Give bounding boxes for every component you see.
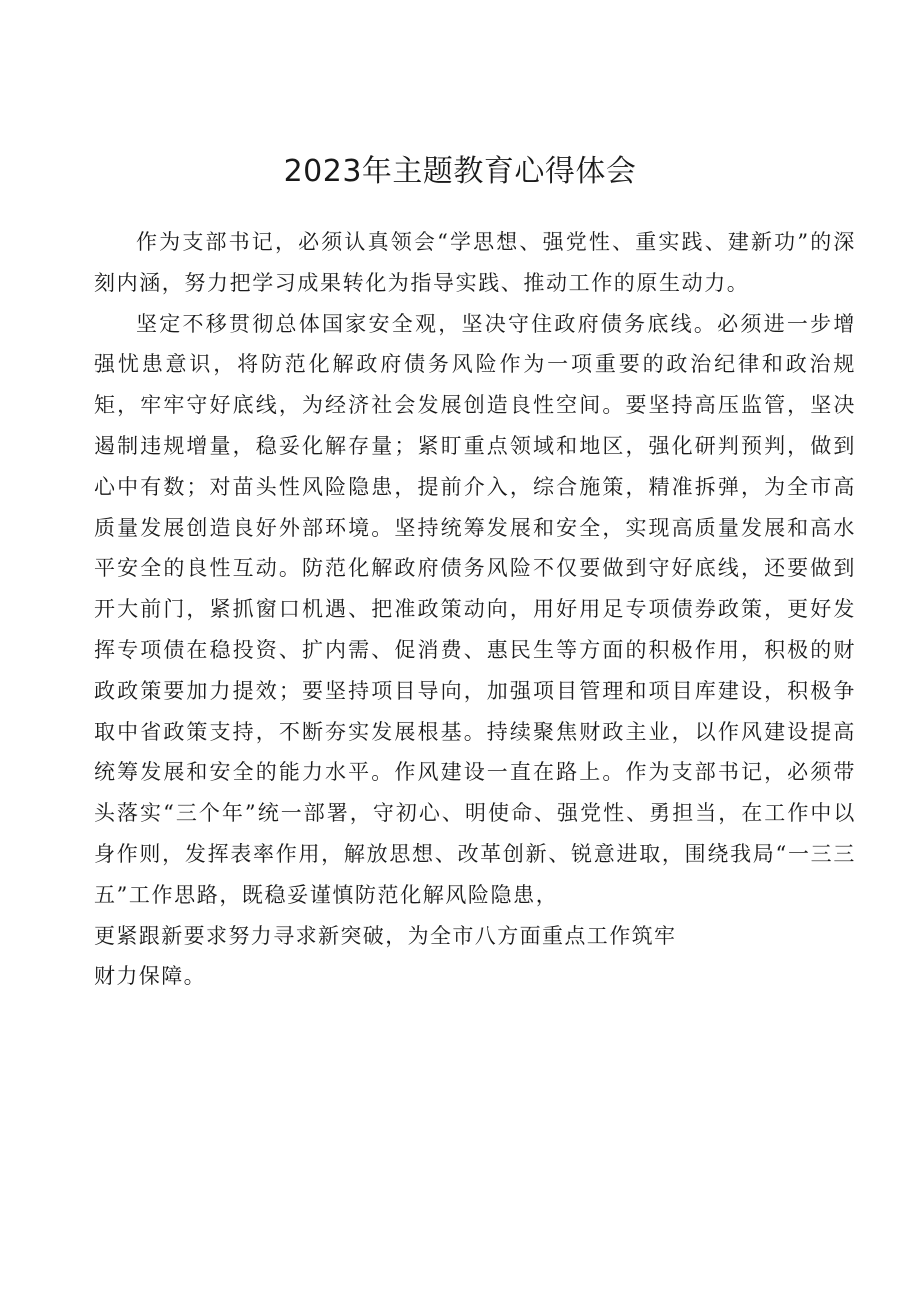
closing-line-2: 财力保障。	[94, 964, 206, 989]
document-body	[94, 222, 856, 997]
paragraph-2: 坚定不移贯彻总体国家安全观，坚决守住政府债务底线。必须进一步增强忧患意识，将防范化解政府债务风险作为一项重要的政治纪律和政治规矩，牢牢守好底线，为经济社会发展创造良性空间。要坚持高压监管，坚决遏制违规增量，稳妥化解存量；紧盯重点领域和地区，强化研判预判，做到心中有数；对苗头性风险隐患，提前介入，综合施策，精准拆弹，为全市高质量发展创造良好外部环境。坚持统筹发展和安全，实现高质量发展和高水平安全的良性互动。防范化解政府债务风险不仅要做到守好底线，还要做到开大前门，紧抓窗口机遇、把准政策动向，用好用足专项债券政策，更好发挥专项债在稳投资、扩内需、促消费、惠民生等方面的积极作用，积极的财政政策要加力提效；要坚持项目导向，加强项目管理和项目库建设，积极争取中省政策支持，不断夯实发展根基。持续聚焦财政主业，以作风建设提高统筹发展和安全的能力水平。作风建设一直在路上。作为支部书记，必须带头落实“三个年”统一部署，守初心、明使命、强党性、勇担当，在工作中以身作则，发挥表率作用，解放思想、改革创新、锐意进取，围绕我局“一三三五”工作思路，既稳妥谨慎防范化解风险隐患，	[94, 311, 856, 907]
document-title: 2023年主题教育心得体会	[283, 154, 637, 189]
paragraph-1: 作为支部书记，必须认真领会“学思想、强党性、重实践、建新功”的深刻内涵，努力把学习成果转化为指导实践、推动工作的原生动力。	[94, 230, 856, 295]
closing-line-1: 更紧跟新要求努力寻求新突破，为全市八方面重点工作筑牢	[94, 923, 677, 948]
